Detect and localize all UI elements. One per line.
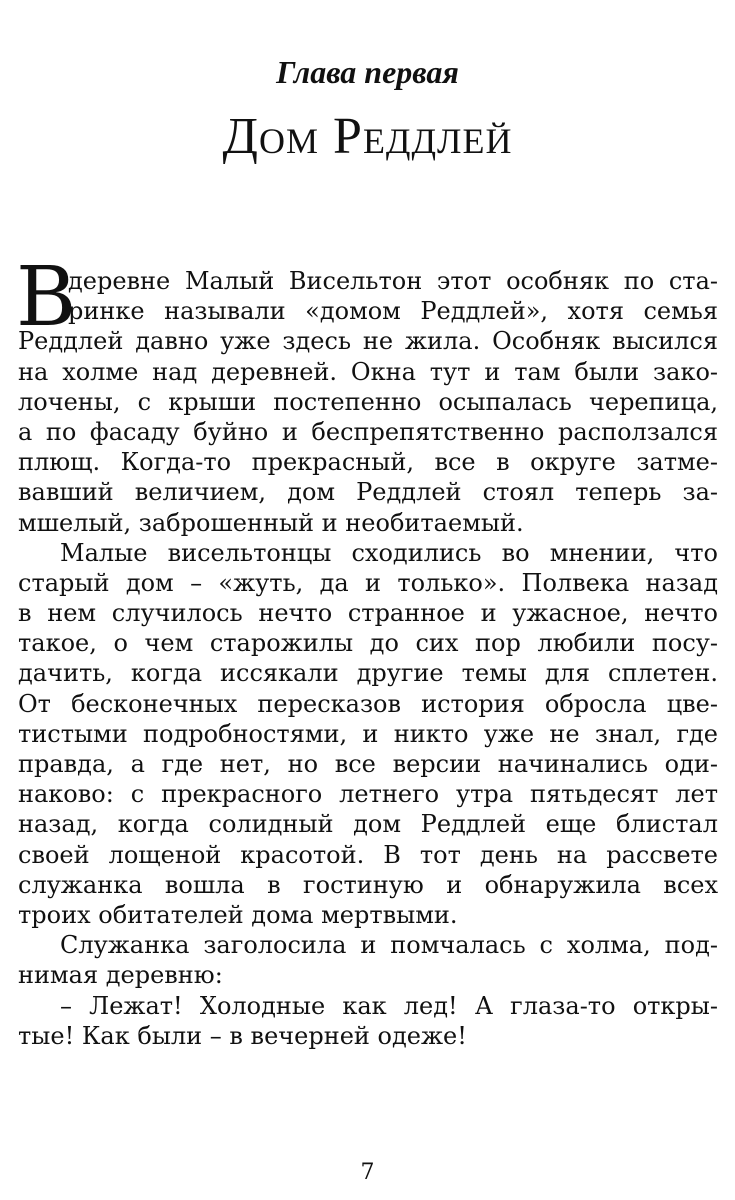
- text-line: Служанка заголосила и помчалась с холма, под-: [60, 931, 718, 960]
- text-line: своей лощеной красотой. В тот день на рассвете: [18, 840, 718, 869]
- text-line: деревне Малый Висельтон этот особняк по ста-: [68, 267, 718, 295]
- text-line: тые! Как были – в вечерней одеже!: [18, 1021, 467, 1050]
- text-line: тистыми подробностями, и никто уже не знал, где: [18, 719, 718, 748]
- text-line: плющ. Когда-то прекрасный, все в округе затме-: [18, 448, 718, 477]
- text-line: мшелый, заброшенный и необитаемый.: [18, 508, 524, 537]
- text-line: Реддлей давно уже здесь не жила. Особняк высился: [18, 327, 718, 356]
- text-line: старый дом – «жуть, да и только». Полвека назад: [18, 568, 718, 597]
- text-line: вавший величием, дом Реддлей стоял теперь за-: [18, 478, 718, 507]
- text-line: правда, а где нет, но все версии начинались оди-: [18, 750, 718, 778]
- text-line: наково: с прекрасного летнего утра пятьдесят лет: [18, 780, 718, 809]
- chapter-label: Глава первая: [276, 54, 459, 90]
- text-line: дачить, когда иссякали другие темы для сплетен.: [18, 659, 718, 688]
- text-line: а по фасаду буйно и беспрепятственно расползался: [18, 417, 718, 446]
- text-line: назад, когда солидный дом Реддлей еще блистал: [18, 810, 718, 839]
- text-line: троих обитателей дома мертвыми.: [18, 900, 458, 929]
- page-number: 7: [360, 1160, 375, 1185]
- text-line: нимая деревню:: [18, 961, 223, 990]
- text-line: служанка вошла в гостиную и обнаружила всех: [18, 870, 718, 899]
- text-line: От бесконечных пересказов история обросла цве-: [18, 689, 718, 718]
- text-line: такое, о чем старожилы до сих пор любили посу-: [18, 629, 718, 658]
- drop-cap: В: [16, 250, 77, 345]
- chapter-title: Дом Реддлей: [222, 108, 513, 165]
- text-line: Малые висельтонцы сходились во мнении, что: [60, 538, 718, 567]
- text-line: – Лежат! Холодные как лед! А глаза-то откры-: [60, 991, 718, 1020]
- text-line: лочены, с крыши постепенно осыпалась черепица,: [18, 387, 718, 416]
- body-text: [18, 266, 718, 1051]
- text-line: ринке называли «домом Реддлей», хотя семья: [68, 297, 718, 326]
- text-line: на холме над деревней. Окна тут и там были зако-: [18, 357, 718, 386]
- text-line: в нем случилось нечто странное и ужасное, нечто: [18, 599, 718, 628]
